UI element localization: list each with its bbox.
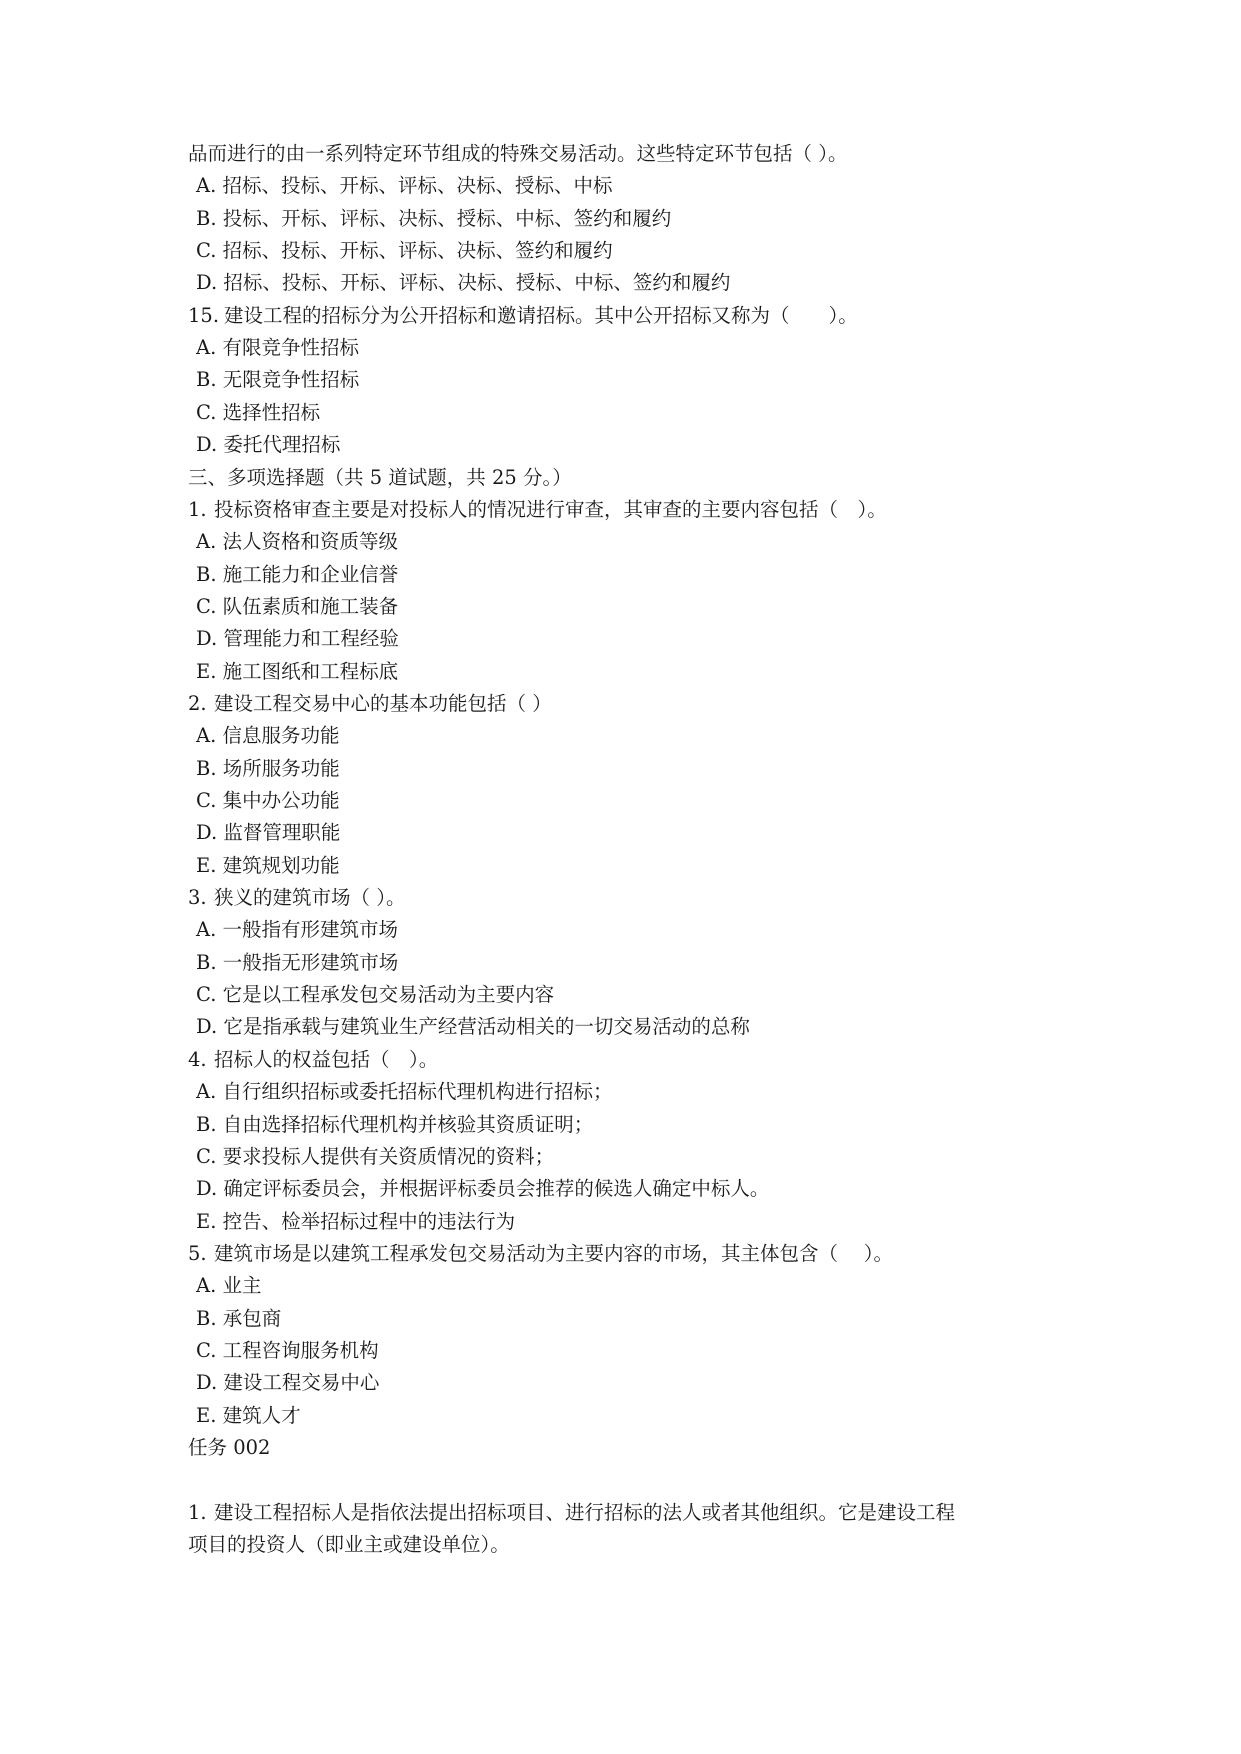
answer-option: A. 招标、投标、开标、评标、决标、授标、中标 [196, 174, 613, 197]
question-number: 5. [188, 1242, 207, 1265]
answer-option: C. 它是以工程承发包交易活动为主要内容 [196, 983, 555, 1006]
answer-option: C. 选择性招标 [196, 401, 321, 424]
answer-option: C. 工程咨询服务机构 [196, 1339, 379, 1362]
answer-option: B. 承包商 [196, 1307, 282, 1330]
question-line [188, 885, 405, 911]
answer-option: C. 招标、投标、开标、评标、决标、签约和履约 [196, 239, 613, 262]
question-text: 建设工程的招标分为公开招标和邀请招标。其中公开招标又称为（ ）。 [224, 304, 858, 327]
question-line [188, 691, 552, 717]
answer-option: D. 管理能力和工程经验 [196, 627, 399, 650]
answer-option: C. 集中办公功能 [196, 789, 340, 812]
question-line [188, 1241, 893, 1267]
answer-option: E. 建筑人才 [196, 1404, 301, 1427]
question-text: 狭义的建筑市场（ ）。 [214, 886, 406, 909]
question-line [188, 1500, 955, 1526]
question-number: 1. [188, 498, 207, 521]
question-number: 3. [188, 886, 207, 909]
answer-option: D. 它是指承载与建筑业生产经营活动相关的一切交易活动的总称 [196, 1015, 750, 1038]
answer-option: A. 法人资格和资质等级 [196, 530, 398, 553]
answer-option: B. 无限竞争性招标 [196, 368, 360, 391]
answer-option: B. 施工能力和企业信誉 [196, 563, 399, 586]
answer-option: D. 招标、投标、开标、评标、决标、授标、中标、签约和履约 [196, 271, 731, 294]
text-line: 项目的投资人（即业主或建设单位）。 [188, 1533, 510, 1556]
answer-option: C. 队伍素质和施工装备 [196, 595, 399, 618]
answer-option: A. 自行组织招标或委托招标代理机构进行招标； [196, 1080, 613, 1103]
answer-option: C. 要求投标人提供有关资质情况的资料； [196, 1145, 555, 1168]
question-text: 建设工程交易中心的基本功能包括（ ） [214, 692, 552, 715]
answer-option: D. 确定评标委员会，并根据评标委员会推荐的候选人确定中标人。 [196, 1177, 770, 1200]
question-number: 1. [188, 1501, 207, 1524]
question-line [188, 1047, 438, 1073]
answer-option: B. 一般指无形建筑市场 [196, 951, 399, 974]
answer-option: A. 有限竞争性招标 [196, 336, 359, 359]
question-number: 15. [188, 304, 220, 327]
question-number: 4. [188, 1048, 207, 1071]
answer-option: D. 监督管理职能 [196, 821, 341, 844]
text-line: 品而进行的由一系列特定环节组成的特殊交易活动。这些特定环节包括（ ）。 [188, 142, 848, 165]
answer-option: B. 投标、开标、评标、决标、授标、中标、签约和履约 [196, 207, 672, 230]
text-line: 任务 002 [188, 1436, 271, 1459]
answer-option: E. 建筑规划功能 [196, 854, 340, 877]
answer-option: B. 自由选择招标代理机构并核验其资质证明； [196, 1113, 594, 1136]
question-line [188, 497, 887, 523]
answer-option: A. 业主 [196, 1274, 262, 1297]
answer-option: D. 建设工程交易中心 [196, 1371, 380, 1394]
question-line [188, 303, 858, 329]
question-number: 2. [188, 692, 207, 715]
answer-option: A. 一般指有形建筑市场 [196, 918, 398, 941]
text-line: 三、多项选择题（共 5 道试题，共 25 分。） [188, 466, 572, 489]
answer-option: B. 场所服务功能 [196, 757, 340, 780]
question-text: 招标人的权益包括（ ）。 [214, 1048, 439, 1071]
answer-option: E. 施工图纸和工程标底 [196, 660, 399, 683]
answer-option: E. 控告、检举招标过程中的违法行为 [196, 1210, 516, 1233]
question-text: 建筑市场是以建筑工程承发包交易活动为主要内容的市场，其主体包含（ ）。 [214, 1242, 893, 1265]
question-text: 建设工程招标人是指依法提出招标项目、进行招标的法人或者其他组织。它是建设工程 [214, 1501, 956, 1524]
answer-option: A. 信息服务功能 [196, 724, 340, 747]
question-text: 投标资格审查主要是对投标人的情况进行审查，其审查的主要内容包括（ ）。 [214, 498, 887, 521]
answer-option: D. 委托代理招标 [196, 433, 341, 456]
